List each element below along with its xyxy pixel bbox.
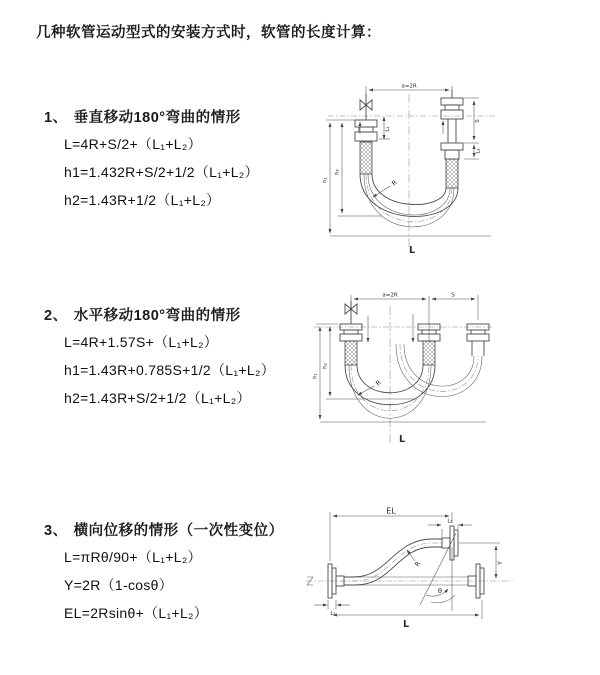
section-2-formula-L: L=4R+1.57S+（L₁+L₂） [64, 334, 219, 350]
section-2-number: 2、 [44, 308, 68, 324]
section-3-formula-Y: Y=2R（1-cosθ） [64, 577, 174, 593]
dim-label-a2r: a=2R [401, 83, 417, 90]
page-title: 几种软管运动型式的安装方式时，软管的长度计算： [36, 25, 381, 41]
section-3-heading [44, 519, 284, 540]
left-fitting [355, 120, 377, 141]
section-1-formula-h1: h1=1.432R+S/2+1/2（L₁+L₂） [64, 164, 259, 180]
section-1-heading [44, 106, 241, 127]
upper-right-flange [442, 526, 458, 560]
dim-ext-left [316, 324, 416, 399]
dim-label-s: S [451, 292, 455, 299]
rigid-pipe-right [448, 119, 456, 143]
hose-s-curve [340, 539, 442, 585]
section-2-heading-text: 水平移动180°弯曲的情形 [73, 308, 241, 324]
braided-hose-right [446, 159, 458, 188]
radius-label: R [374, 378, 383, 388]
section-2-formula-h2: h2=1.43R+S/2+1/2（L₁+L₂） [64, 390, 251, 406]
section-3-formula-EL: EL=2Rsinθ+（L₁+L₂） [64, 605, 209, 621]
right-fitting [467, 324, 489, 341]
dim-label-l2: L₂ [475, 148, 482, 154]
dim-label-h1: h₁ [322, 177, 329, 183]
section-1-formula-L: L=4R+S/2+（L₁+L₂） [64, 136, 202, 152]
dim-label-h2: h₂ [322, 363, 329, 369]
section-3-number: 3、 [44, 523, 68, 539]
dim-label-bottom: L [402, 619, 410, 630]
braided-hose-left [345, 341, 357, 365]
radius-label: R [413, 559, 423, 569]
braided-hose-left [360, 142, 372, 174]
dim-label-y: Y [496, 561, 504, 565]
radius-label: R [390, 178, 399, 188]
dim-label-l2: L₂ [447, 518, 453, 525]
plain-pipe-right [472, 341, 484, 356]
dim-ext-el [330, 512, 452, 561]
dim-label-s: S [475, 119, 481, 123]
angle-label: θ [438, 587, 442, 595]
left-fitting [340, 324, 362, 341]
dim-label-a2r: a=2R [382, 292, 398, 299]
section-2-heading [44, 304, 241, 325]
section-3-formula-L: L=πRθ/90+（L₁+L₂） [64, 549, 202, 565]
diagram-lateral-displacement [298, 503, 560, 645]
diagram-vertical-180-bend [310, 76, 530, 256]
dim-label-l1: L₁ [385, 126, 391, 132]
section-1-number: 1、 [44, 110, 68, 126]
angle-arc-1 [426, 589, 448, 596]
dim-label-bottom: L [398, 434, 406, 445]
radius-arrow [358, 386, 374, 395]
dim-label-h1: h₁ [312, 373, 319, 379]
dim-label-h2: h₂ [334, 169, 341, 175]
dim-label-bottom: L [408, 245, 416, 256]
dim-ext-l1 [328, 600, 336, 609]
diagram-horizontal-180-bend [306, 286, 538, 454]
braided-hose-middle [423, 341, 435, 365]
section-1-heading-text: 垂直移动180°弯曲的情形 [73, 110, 241, 126]
dim-label-l1: L₁ [330, 611, 336, 617]
right-lower-fitting [441, 143, 463, 159]
section-2-formula-h1: h1=1.43R+0.785S+1/2（L₁+L₂） [64, 362, 275, 378]
section-1-formula-h2: h2=1.43R+1/2（L₁+L₂） [64, 192, 221, 208]
dim-label-el: EL [386, 506, 396, 516]
section-3-heading-text: 横向位移的情形（一次性变位） [73, 523, 284, 539]
